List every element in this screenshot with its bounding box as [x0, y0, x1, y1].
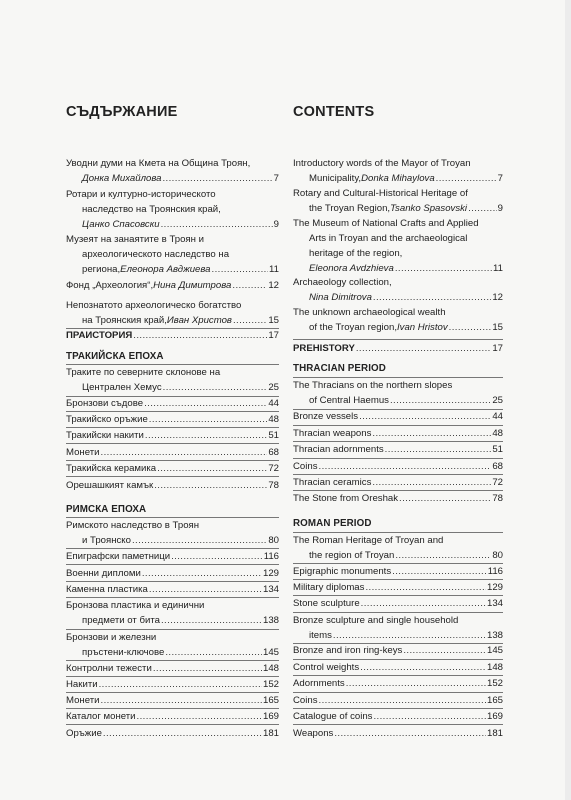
- page-number: 169: [262, 711, 279, 722]
- entry-title: Thracian adornments: [293, 444, 384, 455]
- entry-title: Музеят на занаятите в Троян и: [66, 234, 204, 245]
- page-number: 11: [493, 263, 503, 274]
- page-edge: [565, 0, 571, 800]
- page-number: 78: [492, 493, 503, 504]
- entry-title: Непознатото археологическо богатство: [66, 300, 242, 311]
- divider: [66, 564, 279, 565]
- entry-title: Бронзови и железни: [66, 632, 157, 643]
- toc-entry[interactable]: [66, 232, 279, 277]
- entry-title: Thracian ceramics: [293, 477, 372, 488]
- entry-author: Eleonora Avdzhieva: [309, 263, 394, 274]
- entry-title: Уводни думи на Кмета на Община Троян,: [66, 158, 251, 169]
- entry-title-cont: пръстени-ключове: [82, 647, 165, 658]
- entry-title-cont: на Троянския край,: [82, 315, 167, 326]
- entry-title: Монети: [66, 447, 100, 458]
- entry-title: Bronze sculpture and single household: [293, 615, 459, 626]
- page-number: 68: [268, 447, 279, 458]
- page-number: 51: [492, 444, 503, 455]
- page-number: 129: [262, 568, 279, 579]
- toc-entry[interactable]: [293, 275, 503, 305]
- entry-title: Weapons: [293, 728, 334, 739]
- toc-entry[interactable]: [66, 709, 279, 724]
- toc-entry[interactable]: [66, 598, 279, 628]
- page-number: 48: [268, 414, 279, 425]
- entry-title: Накити: [66, 679, 98, 690]
- page-number: 181: [262, 728, 279, 739]
- page-number: 7: [497, 173, 503, 184]
- page-number: 12: [268, 280, 279, 291]
- toc-entry[interactable]: [293, 613, 503, 643]
- toc-entry[interactable]: [66, 566, 279, 581]
- entry-title: Бронзови съдове: [66, 398, 144, 409]
- entry-title-cont: Централен Хемус: [82, 382, 162, 393]
- entry-title: Archaeology collection,: [293, 277, 392, 288]
- entry-title: Фонд „Археология“,: [66, 280, 154, 291]
- toc-entry[interactable]: [293, 643, 503, 658]
- entry-author: Tsanko Spasovski: [390, 203, 468, 214]
- page-number: 12: [492, 292, 503, 303]
- entry-title: Rotary and Cultural-Historical Heritage of: [293, 188, 468, 199]
- entry-title-cont: и Троянско: [82, 535, 131, 546]
- page-number: 25: [492, 395, 503, 406]
- entry-author: Донка Михайлова: [82, 173, 162, 184]
- toc-entry[interactable]: [293, 564, 503, 579]
- toc-entry[interactable]: [293, 475, 503, 490]
- toc-entry[interactable]: [66, 298, 279, 328]
- entry-title: Ротари и културно-историческото: [66, 189, 216, 200]
- entry-title: Catalogue of coins: [293, 711, 373, 722]
- toc-entry[interactable]: [293, 726, 503, 741]
- section-heading-roman: ROMAN PERIOD: [293, 518, 372, 529]
- entry-author: Цанко Спасовски: [82, 219, 160, 230]
- toc-entry[interactable]: [293, 580, 503, 595]
- page-number: 152: [486, 678, 503, 689]
- entry-title-cont: the Troyan Region,: [309, 203, 391, 214]
- toc-entry[interactable]: [293, 709, 503, 724]
- toc-entry[interactable]: [293, 459, 503, 474]
- page-number: 9: [497, 203, 503, 214]
- toc-entry[interactable]: [293, 378, 503, 408]
- entry-author: Ivan Hristov: [397, 322, 448, 333]
- toc-entry[interactable]: [66, 187, 279, 232]
- page-number: 51: [268, 430, 279, 441]
- page-number: 7: [273, 173, 279, 184]
- toc-entry[interactable]: [293, 426, 503, 441]
- entry-title-cont: Municipality,: [309, 173, 362, 184]
- entry-title: Stone sculpture: [293, 598, 360, 609]
- page-number: 148: [486, 662, 503, 673]
- section-title: ПРАИСТОРИЯ: [66, 330, 133, 341]
- toc-entry[interactable]: [293, 305, 503, 335]
- toc-entry[interactable]: [66, 365, 279, 395]
- entry-title: The Museum of National Crafts and Applied: [293, 218, 479, 229]
- toc-entry[interactable]: [66, 156, 279, 186]
- page-number: 68: [492, 461, 503, 472]
- page-number: 72: [268, 463, 279, 474]
- divider: [66, 443, 279, 444]
- page-number: 169: [486, 711, 503, 722]
- toc-section-prehistory[interactable]: [293, 341, 503, 356]
- entry-title-cont: of the Troyan region,: [309, 322, 397, 333]
- page-number: 129: [486, 582, 503, 593]
- entry-title: Каменна пластика: [66, 584, 148, 595]
- entry-title-cont: the region of Troyan: [309, 550, 395, 561]
- toc-entry[interactable]: [66, 677, 279, 692]
- toc-entry[interactable]: [293, 186, 503, 216]
- entry-title-cont: региона,: [82, 264, 121, 275]
- page-number: 116: [263, 551, 279, 562]
- toc-entry[interactable]: [66, 630, 279, 660]
- entry-title: The Roman Heritage of Troyan and: [293, 535, 444, 546]
- entry-author: Иван Христов: [166, 315, 232, 326]
- entry-author: Нина Димитрова: [153, 280, 232, 291]
- entry-author: Donka Mihaylova: [361, 173, 435, 184]
- toc-entry[interactable]: [66, 518, 279, 548]
- toc-entry[interactable]: [66, 693, 279, 708]
- toc-entry[interactable]: [293, 409, 503, 424]
- divider: [293, 724, 503, 725]
- toc-entry[interactable]: [66, 278, 279, 293]
- page-number: 152: [262, 679, 279, 690]
- page-title-bulgarian: СЪДЪРЖАНИЕ: [66, 104, 178, 120]
- toc-entry[interactable]: [66, 478, 279, 493]
- page-number: 145: [486, 645, 503, 656]
- toc-entry[interactable]: [66, 726, 279, 741]
- divider: [66, 476, 279, 477]
- entry-title: Римското наследство в Троян: [66, 520, 200, 531]
- entry-title-cont: предмети от бита: [82, 615, 160, 626]
- page-number: 148: [262, 663, 279, 674]
- entry-title: The Thracians on the northern slopes: [293, 380, 453, 391]
- entry-author: Елеонора Авджиева: [120, 264, 211, 275]
- toc-entry[interactable]: [66, 396, 279, 411]
- toc-entry[interactable]: [66, 461, 279, 476]
- entry-title: Траките по северните склонове на: [66, 367, 221, 378]
- entry-title: Тракийски накити: [66, 430, 144, 441]
- toc-entry[interactable]: [66, 428, 279, 443]
- page-number: 181: [486, 728, 503, 739]
- section-heading-thracian: ТРАКИЙСКА ЕПОХА: [66, 351, 164, 362]
- toc-section-prehistory[interactable]: [66, 328, 279, 343]
- divider: [66, 724, 279, 725]
- toc-entry[interactable]: [293, 676, 503, 691]
- toc-entry[interactable]: [293, 442, 503, 457]
- page-number: 44: [268, 398, 279, 409]
- entry-title: Epigraphic monuments: [293, 566, 392, 577]
- page-number: 48: [492, 428, 503, 439]
- entry-title: Thracian weapons: [293, 428, 372, 439]
- entry-title: Каталог монети: [66, 711, 136, 722]
- page-number: 165: [486, 695, 503, 706]
- page-number: 15: [492, 322, 503, 333]
- entry-title-cont: наследство на Троянския край,: [82, 204, 221, 215]
- toc-entry[interactable]: [66, 582, 279, 597]
- divider: [293, 339, 503, 340]
- toc-entry[interactable]: [293, 596, 503, 611]
- page-number: 134: [262, 584, 279, 595]
- page-number: 11: [269, 264, 279, 275]
- toc-entry[interactable]: [293, 693, 503, 708]
- entry-title: Introductory words of the Mayor of Troyan: [293, 158, 471, 169]
- page-number: 138: [262, 615, 279, 626]
- page-number: 17: [268, 330, 279, 341]
- page-number: 78: [268, 480, 279, 491]
- page-number: 80: [268, 535, 279, 546]
- entry-title: Контролни тежести: [66, 663, 152, 674]
- toc-entry[interactable]: [293, 491, 503, 506]
- toc-entry[interactable]: [66, 412, 279, 427]
- toc-entry[interactable]: [293, 533, 503, 563]
- entry-title-cont: items: [309, 630, 332, 641]
- page-number: 44: [492, 411, 503, 422]
- page-number: 134: [486, 598, 503, 609]
- entry-title: Control weights: [293, 662, 360, 673]
- entry-author: Nina Dimitrova: [309, 292, 372, 303]
- toc-entry[interactable]: [66, 549, 279, 564]
- entry-title: Coins: [293, 461, 318, 472]
- page-number: 165: [262, 695, 279, 706]
- page-number: 80: [492, 550, 503, 561]
- section-heading-thracian: THRACIAN PERIOD: [293, 363, 386, 374]
- entry-title-cont: археологическото наследство на: [82, 249, 230, 260]
- toc-entry[interactable]: [293, 660, 503, 675]
- section-heading-roman: РИМСКА ЕПОХА: [66, 504, 147, 515]
- entry-title: The unknown archaeological wealth: [293, 307, 446, 318]
- page-number: 17: [492, 343, 503, 354]
- entry-title: Орешашкият камък: [66, 480, 154, 491]
- page-number: 25: [268, 382, 279, 393]
- entry-title: Adornments: [293, 678, 345, 689]
- entry-title: Тракийско оръжие: [66, 414, 148, 425]
- entry-title: Оръжие: [66, 728, 102, 739]
- toc-entry[interactable]: [293, 216, 503, 276]
- entry-title-cont: of Central Haemus: [309, 395, 389, 406]
- page-number: 145: [262, 647, 279, 658]
- page-number: 138: [486, 630, 503, 641]
- entry-title: Bronze and iron ring-keys: [293, 645, 403, 656]
- entry-title: Bronze vessels: [293, 411, 359, 422]
- entry-title: Тракийска керамика: [66, 463, 157, 474]
- toc-entry[interactable]: [66, 445, 279, 460]
- page-number: 15: [268, 315, 279, 326]
- toc-entry[interactable]: [66, 661, 279, 676]
- entry-title: Coins: [293, 695, 318, 706]
- section-title: PREHISTORY: [293, 343, 355, 354]
- page-number: 116: [487, 566, 503, 577]
- entry-title: The Stone from Oreshak: [293, 493, 399, 504]
- entry-title: Бронзова пластика и единични: [66, 600, 205, 611]
- page-number: 72: [492, 477, 503, 488]
- toc-entry[interactable]: [293, 156, 503, 186]
- entry-title-cont: Arts in Troyan and the archaeological: [309, 233, 468, 244]
- entry-title: Епиграфски паметници: [66, 551, 171, 562]
- page-title-english: CONTENTS: [293, 104, 375, 120]
- entry-title: Монети: [66, 695, 100, 706]
- entry-title: Военни дипломи: [66, 568, 141, 579]
- entry-title-cont: heritage of the region,: [309, 248, 403, 259]
- entry-title: Military diplomas: [293, 582, 365, 593]
- page-number: 9: [273, 219, 279, 230]
